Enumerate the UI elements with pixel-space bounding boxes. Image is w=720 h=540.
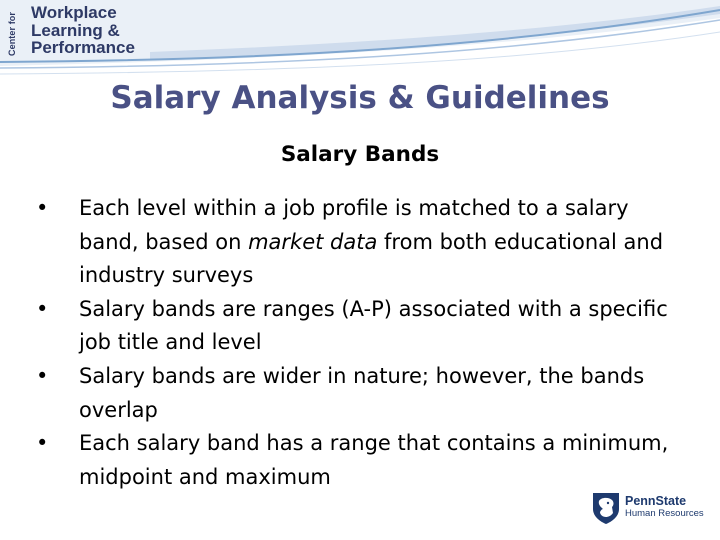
bullet-text: Each salary band has a range that contains a minimum, midpoint and maximum <box>79 431 669 489</box>
bullet-item <box>36 293 686 360</box>
bullet-text: Salary bands are wider in nature; however, the bands overlap <box>79 363 645 422</box>
bullet-item <box>36 192 686 293</box>
bullet-marker: • <box>36 296 49 321</box>
logo-text <box>625 494 704 520</box>
brand-line: Learning & <box>31 20 120 40</box>
slide-subtitle: Salary Bands <box>280 142 440 167</box>
brand-line: Workplace <box>31 3 117 22</box>
center-for-label: Center for <box>7 11 18 57</box>
bullet-item <box>36 360 686 427</box>
bullet-text: Salary bands are ranges (A-P) associated with a specific job title and level <box>79 296 668 355</box>
bullet-marker: • <box>36 431 49 456</box>
slide-title: Salary Analysis & Guidelines <box>110 80 610 116</box>
bullet-text: Each level within a job profile is matched to a salary band, based on <box>79 196 629 254</box>
nittany-lion-shield-icon <box>591 491 621 525</box>
pennstate-logo <box>591 490 713 526</box>
bullet-marker: • <box>36 196 49 220</box>
bullet-item <box>36 427 686 494</box>
bullet-emphasis: market data <box>248 229 378 254</box>
bullet-text-tail: from both educational and industry surveys <box>79 229 664 288</box>
brand-title <box>31 4 135 57</box>
logo-department: Human Resources <box>625 508 704 519</box>
logo-name: PennState <box>625 494 687 508</box>
bullet-marker: • <box>36 363 49 388</box>
header-banner <box>0 0 720 82</box>
bullet-list <box>36 192 686 494</box>
brand-line: Performance <box>31 38 135 57</box>
